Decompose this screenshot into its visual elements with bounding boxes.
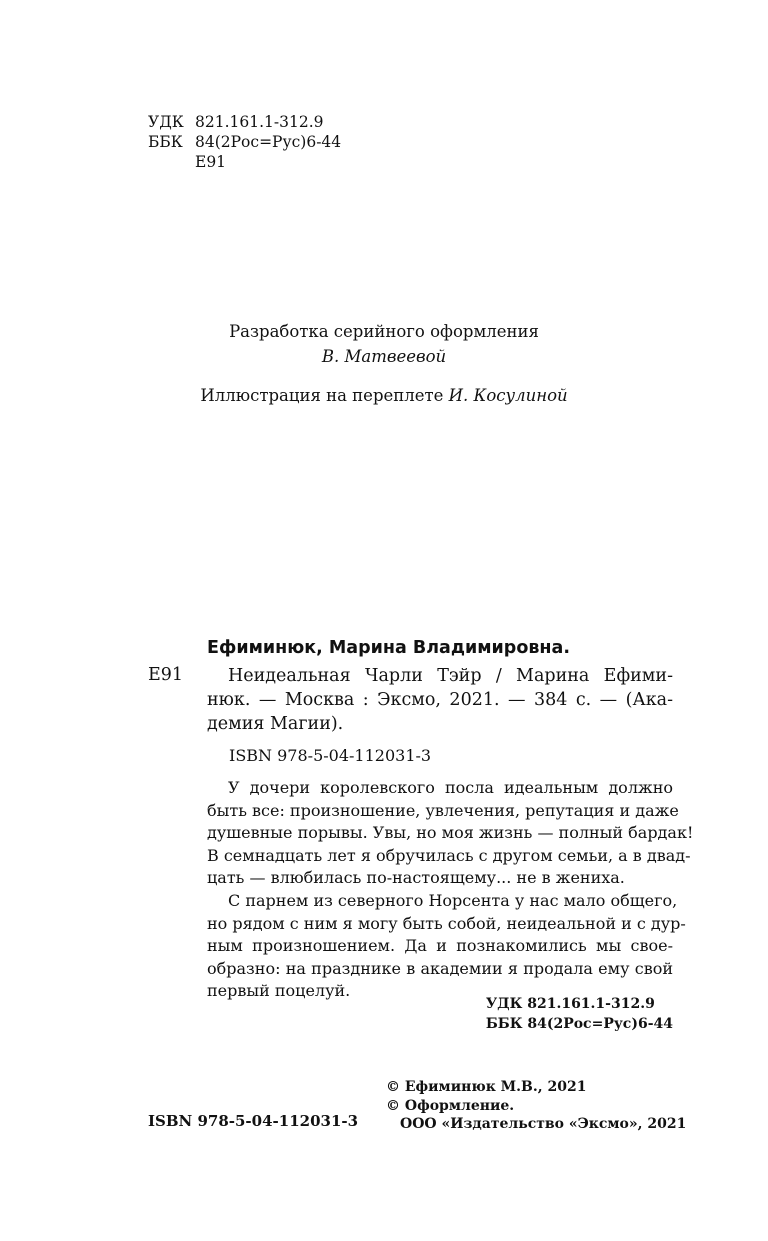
author-mark-value: Е91 (195, 153, 227, 171)
illustration-credit (0, 386, 768, 405)
bbk-value: 84(2Рос=Рус)6-44 (195, 133, 342, 151)
author-heading: Ефиминюк, Марина Владимировна. (207, 638, 570, 658)
annotation-line: душевные порывы. Увы, но моя жизнь — полный бардак! (207, 823, 694, 843)
udk-label: УДК (148, 113, 184, 131)
annotation-line: цать — влюбилась по-настоящему... не в жениха. (207, 868, 625, 888)
classification-footer (486, 994, 673, 1034)
annotation-line: У дочери королевского посла идеальным должно (228, 778, 673, 797)
copyright-block (386, 1078, 686, 1134)
isbn-footer: ISBN 978-5-04-112031-3 (148, 1112, 359, 1130)
description-line: Неидеальная Чарли Тэйр / Марина Ефими- (228, 666, 673, 686)
author-mark-row (148, 152, 341, 172)
description-line: демия Магии). (207, 714, 344, 734)
annotation-line: ным произношением. Да и познакомились мы свое- (207, 936, 673, 956)
udk-bbk-header (148, 112, 341, 172)
author-mark-label (148, 152, 195, 172)
copyright-publisher: ООО «Издательство «Эксмо», 2021 (400, 1116, 687, 1132)
description-line: нюк. — Москва : Эксмо, 2021. — 384 с. — (Ака- (207, 690, 673, 710)
index-code: Е91 (148, 665, 184, 685)
udk-value: 821.161.1-312.9 (195, 113, 324, 131)
annotation (207, 777, 694, 1003)
udk-footer: УДК 821.161.1-312.9 (485, 996, 655, 1012)
series-design-credit: Разработка серийного оформления (229, 322, 539, 341)
bbk-label: ББК (148, 133, 183, 151)
isbn: ISBN 978-5-04-112031-3 (229, 746, 432, 765)
series-designer-name: В. Матвеевой (321, 347, 447, 366)
annotation-line: образно: на празднике в академии я продала ему свой (207, 958, 673, 978)
copyright-author: © Ефиминюк М.В., 2021 (386, 1079, 587, 1095)
annotation-line: быть все: произношение, увлечения, репутация и даже (207, 800, 679, 820)
annotation-line: С парнем из северного Норсента у нас мало общего, (228, 890, 678, 910)
udk-row (148, 112, 341, 132)
annotation-line: но рядом с ним я могу быть собой, неидеальной и с дур- (207, 913, 686, 933)
annotation-line: В семнадцать лет я обручилась с другом семьи, а в двад- (207, 845, 691, 865)
annotation-line: первый поцелуй. (207, 981, 351, 1001)
copyright-design: © Оформление. (386, 1097, 515, 1114)
bibliographic-description (207, 664, 673, 736)
illustrator-name: И. Косулиной (448, 386, 568, 405)
illustration-prefix: Иллюстрация на переплете (200, 386, 449, 405)
bbk-row (148, 132, 341, 152)
bbk-footer: ББК 84(2Рос=Рус)6-44 (485, 1016, 673, 1032)
